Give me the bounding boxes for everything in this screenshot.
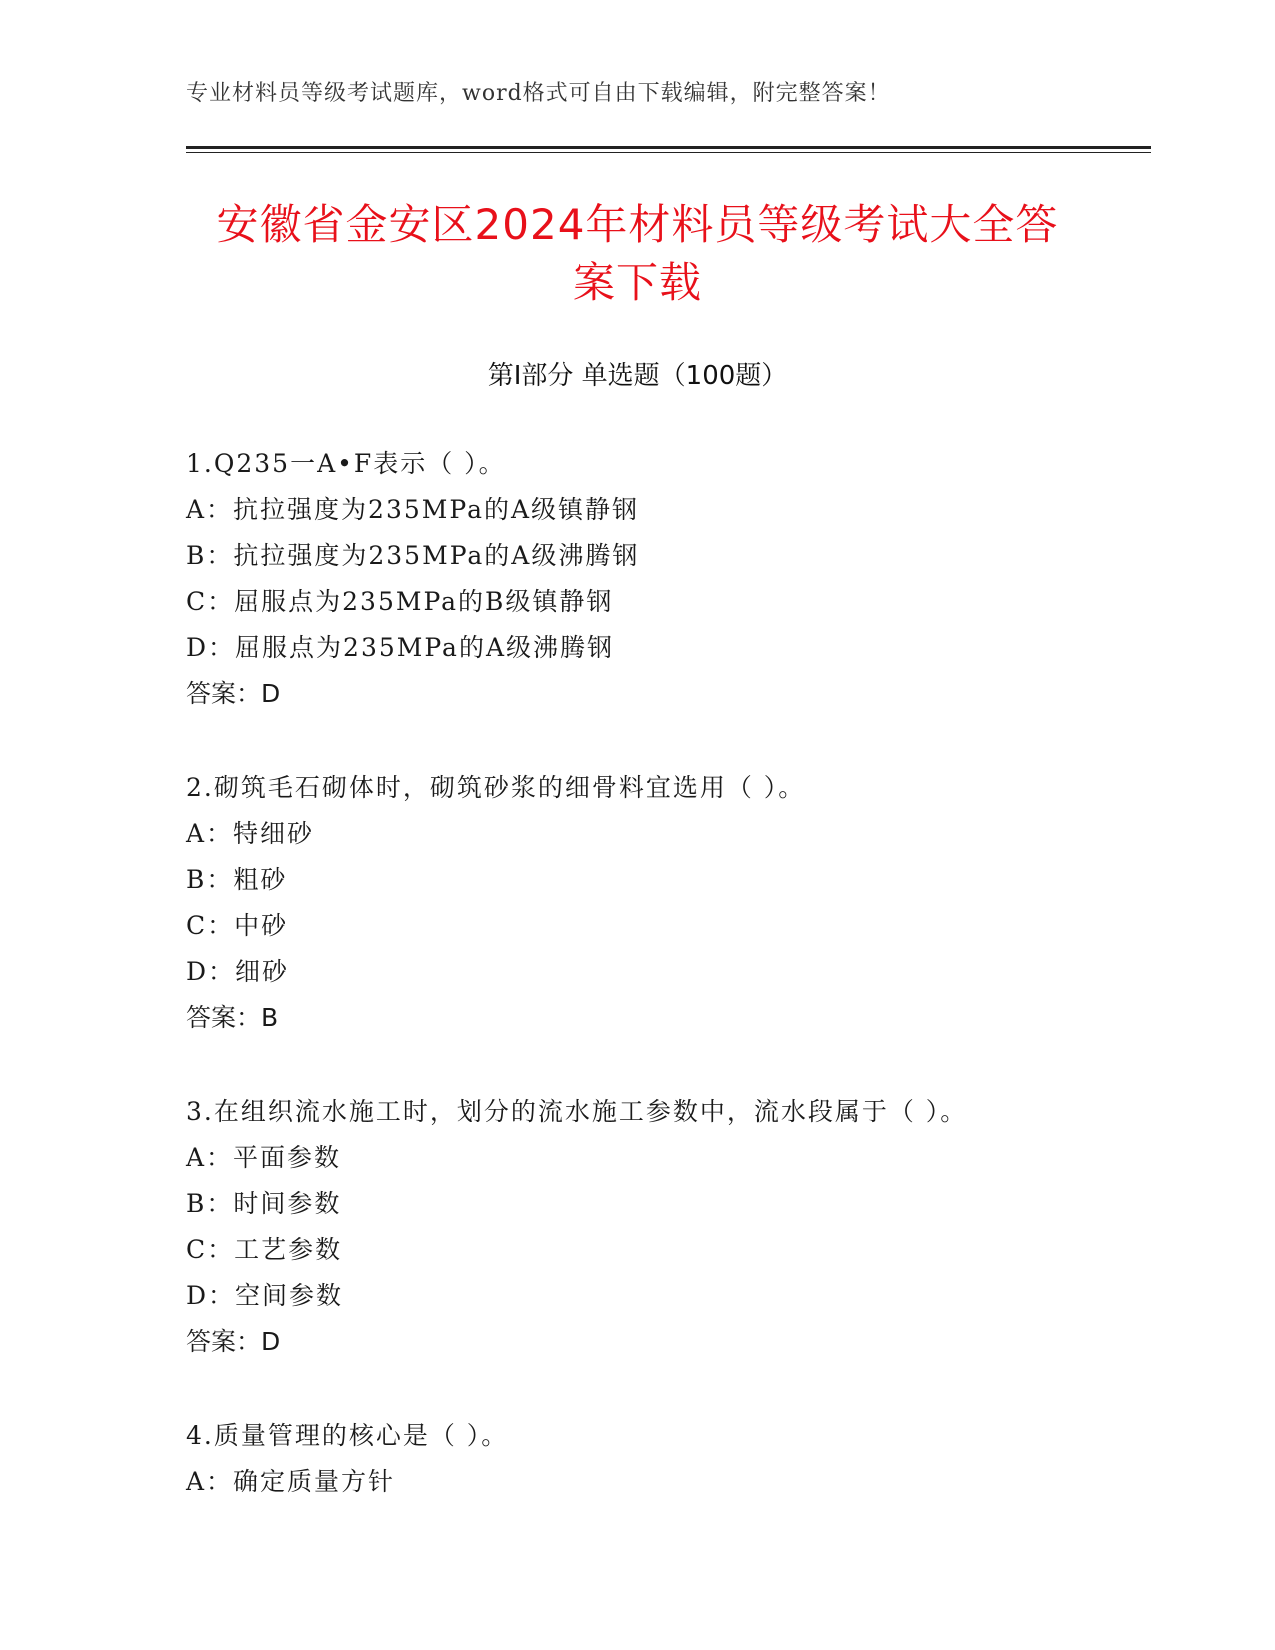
- document-title-line-2: 案下载: [572, 258, 702, 307]
- header-rule-thin: [186, 152, 1151, 153]
- option-b: B：时间参数: [186, 1189, 342, 1218]
- header-rule-thick: [186, 146, 1151, 149]
- option-c: C：中砂: [186, 911, 289, 940]
- question-1: [186, 441, 1146, 717]
- page-header: 专业材料员等级考试题库，word格式可自由下载编辑，附完整答案！: [186, 81, 891, 106]
- question-4: [186, 1413, 1146, 1505]
- answer: 答案：D: [186, 1327, 281, 1356]
- question-3: [186, 1089, 1146, 1365]
- question-stem: 4.质量管理的核心是（ ）。: [186, 1421, 509, 1450]
- document-title-line-1: 安徽省金安区2024年材料员等级考试大全答: [216, 200, 1059, 249]
- option-d: D：细砂: [186, 957, 290, 986]
- option-d: D：屈服点为235MPa的A级沸腾钢: [186, 633, 615, 662]
- question-stem: 2.砌筑毛石砌体时，砌筑砂浆的细骨料宜选用（ ）。: [186, 773, 806, 802]
- option-a: A：特细砂: [186, 819, 315, 848]
- answer: 答案：D: [186, 679, 281, 708]
- question-list: [186, 441, 1146, 1553]
- section-title: 第Ⅰ部分 单选题（100题）: [487, 361, 788, 391]
- document-title: [186, 196, 1089, 312]
- option-b: B：粗砂: [186, 865, 288, 894]
- option-c: C：屈服点为235MPa的B级镇静钢: [186, 587, 614, 616]
- question-stem: 1.Q235一A•F表示（ ）。: [186, 449, 506, 478]
- question-2: [186, 765, 1146, 1041]
- option-a: A：平面参数: [186, 1143, 342, 1172]
- answer: 答案：B: [186, 1003, 279, 1032]
- option-d: D：空间参数: [186, 1281, 344, 1310]
- option-a: A：确定质量方针: [186, 1467, 396, 1496]
- option-c: C：工艺参数: [186, 1235, 343, 1264]
- question-stem: 3.在组织流水施工时，划分的流水施工参数中，流水段属于（ ）。: [186, 1097, 968, 1126]
- option-a: A：抗拉强度为235MPa的A级镇静钢: [186, 495, 640, 524]
- option-b: B：抗拉强度为235MPa的A级沸腾钢: [186, 541, 640, 570]
